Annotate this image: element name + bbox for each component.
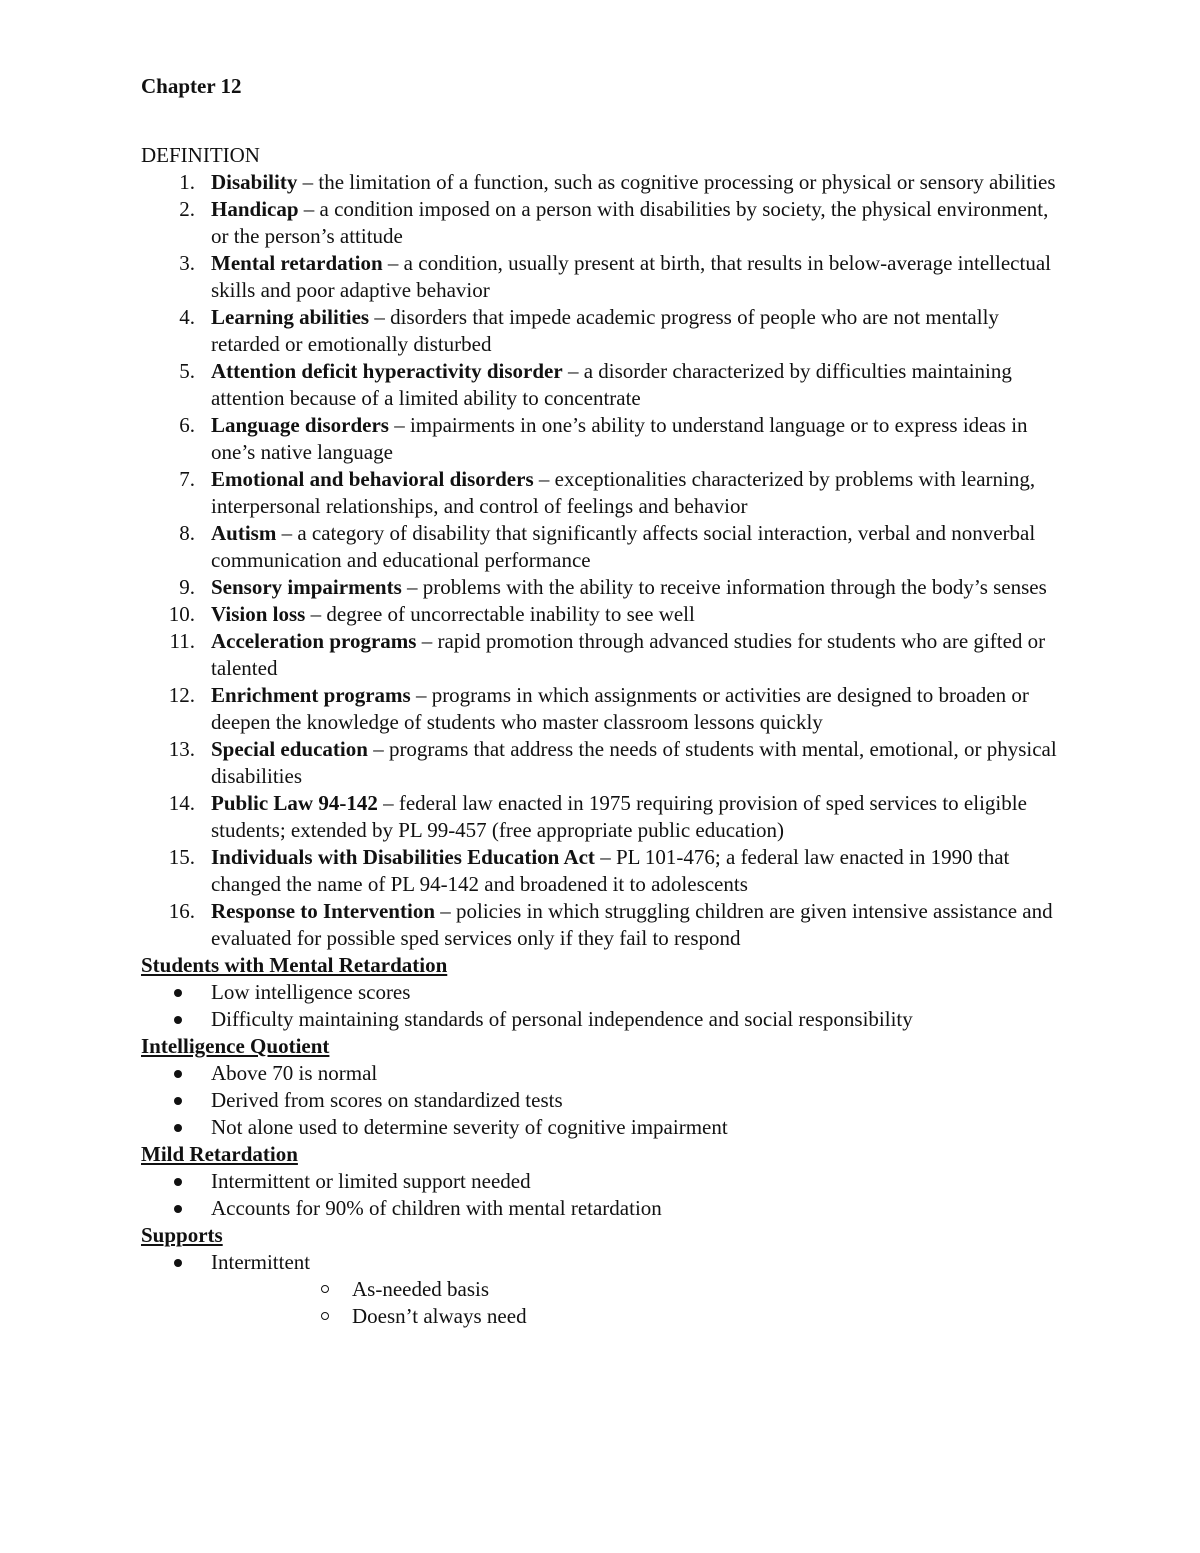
hollow-bullet-icon [321,1312,329,1320]
definition-text: – programs in which assignments or activities are designed to broaden or deepen the knowledge of students who master classroom lessons quickly [211,683,1029,734]
section-heading: Supports [141,1223,223,1247]
definition-item [141,196,1071,250]
definition-text: – disorders that impede academic progress of people who are not mentally retarded or emotionally disturbed [211,305,999,356]
definition-term: Response to Intervention [211,899,435,923]
definition-term: Vision loss [211,602,306,626]
bullet-text: Derived from scores on standardized tests [211,1088,563,1112]
sub-bullet-list [211,1276,1071,1330]
definition-number: 6. [179,413,195,437]
section-heading: Students with Mental Retardation [141,953,448,977]
definition-number: 8. [179,521,195,545]
definition-text: – rapid promotion through advanced studies for students who are gifted or talented [211,629,1046,680]
definition-term: Mental retardation [211,251,383,275]
definition-item [141,250,1071,304]
bullet-text: Intermittent or limited support needed [211,1169,531,1193]
section-heading: Mild Retardation [141,1142,298,1166]
definition-number: 13. [168,737,195,761]
definition-item [141,628,1071,682]
bullet-item [141,1114,1071,1141]
sub-bullet-text: Doesn’t always need [352,1304,527,1328]
definition-term: Language disorders [211,413,389,437]
definition-term: Public Law 94-142 [211,791,378,815]
definition-text: – policies in which struggling children are given intensive assistance and evaluated for possible sped services only if they fail to respond [211,899,1053,950]
definition-text: – problems with the ability to receive information through the body’s senses [401,575,1047,599]
definition-text: – a disorder characterized by difficulties maintaining attention because of a limited ability to concentrate [211,359,1012,410]
bullet-text: Not alone used to determine severity of cognitive impairment [211,1115,728,1139]
bullet-item [141,1249,1071,1330]
bullet-list [141,979,1071,1033]
definition-number: 15. [168,845,195,869]
definition-item [141,574,1071,601]
bullet-icon [174,1259,182,1267]
definitions-list [141,169,1071,952]
bullet-text: Above 70 is normal [211,1061,378,1085]
definition-term: Sensory impairments [211,575,402,599]
definition-item [141,169,1071,196]
definition-item [141,520,1071,574]
definition-text: – the limitation of a function, such as cognitive processing or physical or sensory abilities [297,170,1056,194]
bullet-item [141,1060,1071,1087]
definition-number: 3. [179,251,195,275]
definition-text: – programs that address the needs of students with mental, emotional, or physical disabilities [211,737,1057,788]
definition-term: Learning abilities [211,305,370,329]
definition-item [141,736,1071,790]
bullet-icon [174,1205,182,1213]
bullet-icon [174,1070,182,1078]
definition-item [141,790,1071,844]
sub-bullet-item [211,1276,1071,1303]
bullet-icon [174,1178,182,1186]
definition-text: – degree of uncorrectable inability to see well [305,602,695,626]
definition-term: Emotional and behavioral disorders [211,467,534,491]
bullet-text: Difficulty maintaining standards of personal independence and social responsibility [211,1007,913,1031]
bullet-item [141,979,1071,1006]
bullet-text: Low intelligence scores [211,980,411,1004]
definition-text: – PL 101-476; a federal law enacted in 1990 that changed the name of PL 94-142 and broadened it to adolescents [211,845,1010,896]
document-body [141,73,1071,1330]
definition-item [141,358,1071,412]
hollow-bullet-icon [321,1285,329,1293]
sub-bullet-item [211,1303,1071,1330]
definition-term: Enrichment programs [211,683,411,707]
definition-number: 14. [168,791,195,815]
definition-number: 2. [179,197,195,221]
definition-number: 11. [169,629,195,653]
definition-number: 12. [168,683,195,707]
definition-number: 4. [179,305,195,329]
bullet-icon [174,1016,182,1024]
bullet-item [141,1006,1071,1033]
bullet-icon [174,1097,182,1105]
bullet-icon [174,1124,182,1132]
sub-bullet-text: As-needed basis [352,1277,490,1301]
definition-text: – a category of disability that significantly affects social interaction, verbal and nonverbal communication and educational performance [211,521,1036,572]
bullet-text: Intermittent [211,1250,311,1274]
definition-term: Special education [211,737,368,761]
definition-term: Acceleration programs [211,629,417,653]
definition-text: – a condition, usually present at birth, that results in below-average intellectual skills and poor adaptive behavior [211,251,1051,302]
bullet-item [141,1168,1071,1195]
bullet-list [141,1168,1071,1222]
definition-item [141,682,1071,736]
definition-number: 5. [179,359,195,383]
page-title: Chapter 12 [141,74,242,98]
definition-text: – a condition imposed on a person with disabilities by society, the physical environment, or the person’s attitude [211,197,1049,248]
bullet-list [141,1060,1071,1141]
definition-number: 16. [168,899,195,923]
definition-item [141,844,1071,898]
definition-item [141,601,1071,628]
definition-item [141,466,1071,520]
definition-item [141,412,1071,466]
definition-item [141,898,1071,952]
section-heading: Intelligence Quotient [141,1034,330,1058]
bullet-item [141,1195,1071,1222]
definition-item [141,304,1071,358]
bullet-icon [174,989,182,997]
definition-term: Attention deficit hyperactivity disorder [211,359,563,383]
definition-term: Disability [211,170,298,194]
definition-text: – impairments in one’s ability to understand language or to express ideas in one’s native language [211,413,1028,464]
definition-text: – federal law enacted in 1975 requiring provision of sped services to eligible students; extended by PL 99-457 (free appropriate public education) [211,791,1027,842]
definition-term: Individuals with Disabilities Education Act [211,845,595,869]
definition-number: 10. [168,602,195,626]
spacer [141,100,1071,142]
definition-text: – exceptionalities characterized by problems with learning, interpersonal relationships, and control of feelings and behavior [211,467,1036,518]
definition-number: 9. [179,575,195,599]
definition-term: Autism [211,521,277,545]
definitions-heading: DEFINITION [141,143,260,167]
bullet-text: Accounts for 90% of children with mental retardation [211,1196,662,1220]
definition-term: Handicap [211,197,299,221]
bullet-item [141,1087,1071,1114]
sections-container [141,952,1071,1330]
definition-number: 1. [179,170,195,194]
bullet-list [141,1249,1071,1330]
definition-number: 7. [179,467,195,491]
